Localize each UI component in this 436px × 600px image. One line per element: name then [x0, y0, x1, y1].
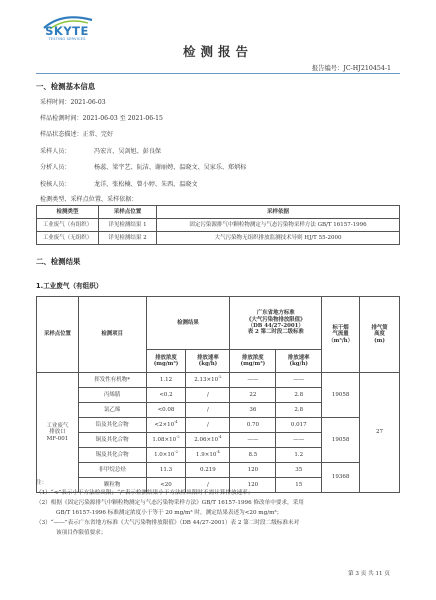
std-conc-cell: 0.70 [230, 418, 276, 433]
flow-cell: 19058 [322, 418, 360, 463]
rate-cell: / [186, 388, 230, 403]
logo-text: SKYTE [45, 24, 89, 38]
section-heading-basic-info: 一、检测基本信息 [36, 82, 96, 91]
item-cell: 颗粒物 [78, 478, 146, 493]
rate-cell: / [186, 403, 230, 418]
info-label: 样品状态描述： [40, 131, 83, 138]
note-line: （2）根据《固定污染源排气中颗粒物测定与气态污染物采样方法》GB/T 16157-1996 修改单中要求，采用 [36, 500, 304, 506]
std-conc-cell: 8.5 [230, 448, 276, 463]
conc-cell: <0.2 [146, 388, 186, 403]
item-cell: 铜及其化合物 [78, 433, 146, 448]
subsection-heading: 1.工业废气（有组织） [36, 282, 103, 290]
table-row [37, 219, 400, 232]
item-cell: 挥发性有机物* [78, 373, 146, 388]
std-conc-cell: —— [230, 433, 276, 448]
item-cell: 丙烯腈 [78, 388, 146, 403]
header-item: 检测项目 [78, 297, 146, 373]
info-line-sample-state [40, 129, 113, 138]
std-conc-cell: 120 [230, 478, 276, 493]
rate-cell: $1.9\times 10^{-4}$ [186, 448, 230, 463]
page-number: 第 3 页 共 11 页 [348, 571, 390, 577]
section-heading-results: 二、检测结果 [36, 257, 81, 266]
header-divider [36, 73, 400, 74]
table-row [37, 232, 400, 245]
info-line-checkers [40, 179, 198, 188]
header-rate: 排放速率 (kg/h) [186, 350, 230, 373]
info-line-samplers [40, 146, 161, 155]
info-value: 2021-06-03 [70, 99, 106, 106]
item-cell: 氯乙烯 [78, 403, 146, 418]
conc-cell: <0.08 [146, 403, 186, 418]
conc-cell: 11.3 [146, 463, 186, 478]
std-rate-cell: —— [276, 373, 322, 388]
item-cell: 铅及其化合物 [78, 418, 146, 433]
table-cell: 工业废气（有组织） [37, 219, 99, 232]
rate-cell: 0.219 [186, 463, 230, 478]
table-header-cell: 采样依据 [157, 206, 400, 219]
std-rate-cell: —— [276, 433, 322, 448]
header-height: 排气筒 高度 (m) [360, 297, 400, 373]
std-conc-cell: 22 [230, 388, 276, 403]
note-line: 该项目作限值要求； [56, 530, 107, 536]
page-title: 检测报告 [182, 44, 253, 59]
info-label: 样品检测时间： [40, 115, 83, 122]
info-line-methods: 检测类型、采样点位置、采样依据： [40, 196, 138, 203]
header-conc: 排放浓度 (mg/m³) [146, 350, 186, 373]
table-row [37, 418, 400, 433]
table-cell: 详见检测结果 2 [99, 232, 157, 245]
rate-cell: / [186, 478, 230, 493]
item-cell: 非甲烷总烃 [78, 463, 146, 478]
info-value: 正常、完好 [82, 131, 114, 138]
info-label: 校核人员： [40, 181, 71, 188]
std-rate-cell: 2.8 [276, 388, 322, 403]
info-value: 杨蕊、梁宇艺、阮洁、谢丽娉、温晓文、吴家乐、郑炳标 [94, 164, 247, 171]
conc-cell: <20 [146, 478, 186, 493]
std-conc-cell: —— [230, 373, 276, 388]
table-header-cell: 检测类型 [37, 206, 99, 219]
results-table [36, 296, 400, 493]
info-label: 分析人员： [40, 164, 71, 171]
height-cell: 27 [360, 373, 400, 493]
flow-cell: 19368 [322, 463, 360, 493]
notes-title: 注： [36, 480, 48, 486]
info-value: 2021-06-03 至 2021-06-15 [82, 115, 163, 122]
sampling-point-cell: 工业废气 排放口 MF-001 [37, 373, 79, 493]
note-line: （1）“<”表示小于方法检出限；“/”表示检测结果小于方法检出限时不需计算排放速率； [36, 490, 254, 496]
note-line: （3）“——”表示广东省地方标准《大气污染物排放限值》（DB 44/27-2001）表 2 第二时段二级标准未对 [36, 520, 300, 526]
table-header-cell: 采样点位置 [99, 206, 157, 219]
info-line-analysts [40, 162, 246, 171]
header-standard: 广东省地方标准 《大气污染物排放限值》 （DB 44/27-2001） 表 2 第二时段二级标准 [230, 297, 322, 350]
std-conc-cell: 36 [230, 403, 276, 418]
header-std-conc: 排放浓度 (mg/m³) [230, 350, 276, 373]
header-point: 采样点位置 [37, 297, 79, 373]
sampling-basis-table [36, 205, 400, 245]
notes-block [36, 478, 400, 538]
rate-cell: $2.13\times 10^{-2}$ [186, 373, 230, 388]
info-label: 采样时间： [40, 99, 71, 106]
std-conc-cell: 120 [230, 463, 276, 478]
table-header-row [37, 206, 400, 219]
info-value: 龙洋、张松楠、曾小婷、朱西、温晓文 [94, 181, 198, 188]
table-row [37, 373, 400, 388]
std-rate-cell: 0.017 [276, 418, 322, 433]
note-line: GB/T 16157-1996 标准测定浓度小于等于 20 mg/m³ 时，测定结果表述为<20 mg/m³； [56, 510, 283, 516]
std-rate-cell: 35 [276, 463, 322, 478]
std-rate-cell: 1.2 [276, 448, 322, 463]
table-cell: 大气污染物无组织排放监测技术导则 HJ/T 55-2000 [157, 232, 400, 245]
info-line-sampling-time [40, 97, 106, 106]
table-cell: 固定污染源排气中颗粒物测定与气态污染物采样方法 GB/T 16157-1996 [157, 219, 400, 232]
header-flow: 标干烟 气流量 （m³/h） [322, 297, 360, 373]
conc-cell: 1.12 [146, 373, 186, 388]
table-header-row [37, 297, 400, 350]
company-logo [36, 14, 98, 44]
rate-cell: / [186, 418, 230, 433]
info-label: 采样人员： [40, 148, 71, 155]
table-row [37, 463, 400, 478]
report-number: 报告编号：JC-HJ210454-1 [311, 65, 391, 72]
table-cell: 详见检测结果 1 [99, 219, 157, 232]
header-result: 检测结果 [146, 297, 230, 350]
logo-subtext: TESTING SERVICES [48, 37, 86, 41]
info-line-test-time [40, 113, 163, 122]
std-rate-cell: 2.8 [276, 403, 322, 418]
header-std-rate: 排放速率 (kg/h) [276, 350, 322, 373]
table-cell: 工业废气（无组织） [37, 232, 99, 245]
std-rate-cell: 15 [276, 478, 322, 493]
conc-cell: $<2\times 10^{-4}$ [146, 418, 186, 433]
info-value: 冯宏言、吴剑旭、彭良保 [94, 148, 162, 155]
rate-cell: $2.06\times 10^{-4}$ [186, 433, 230, 448]
conc-cell: $1.08\times 10^{-2}$ [146, 433, 186, 448]
conc-cell: $1.0\times 10^{-2}$ [146, 448, 186, 463]
item-cell: 锡及其化合物 [78, 448, 146, 463]
flow-cell: 19058 [322, 373, 360, 418]
